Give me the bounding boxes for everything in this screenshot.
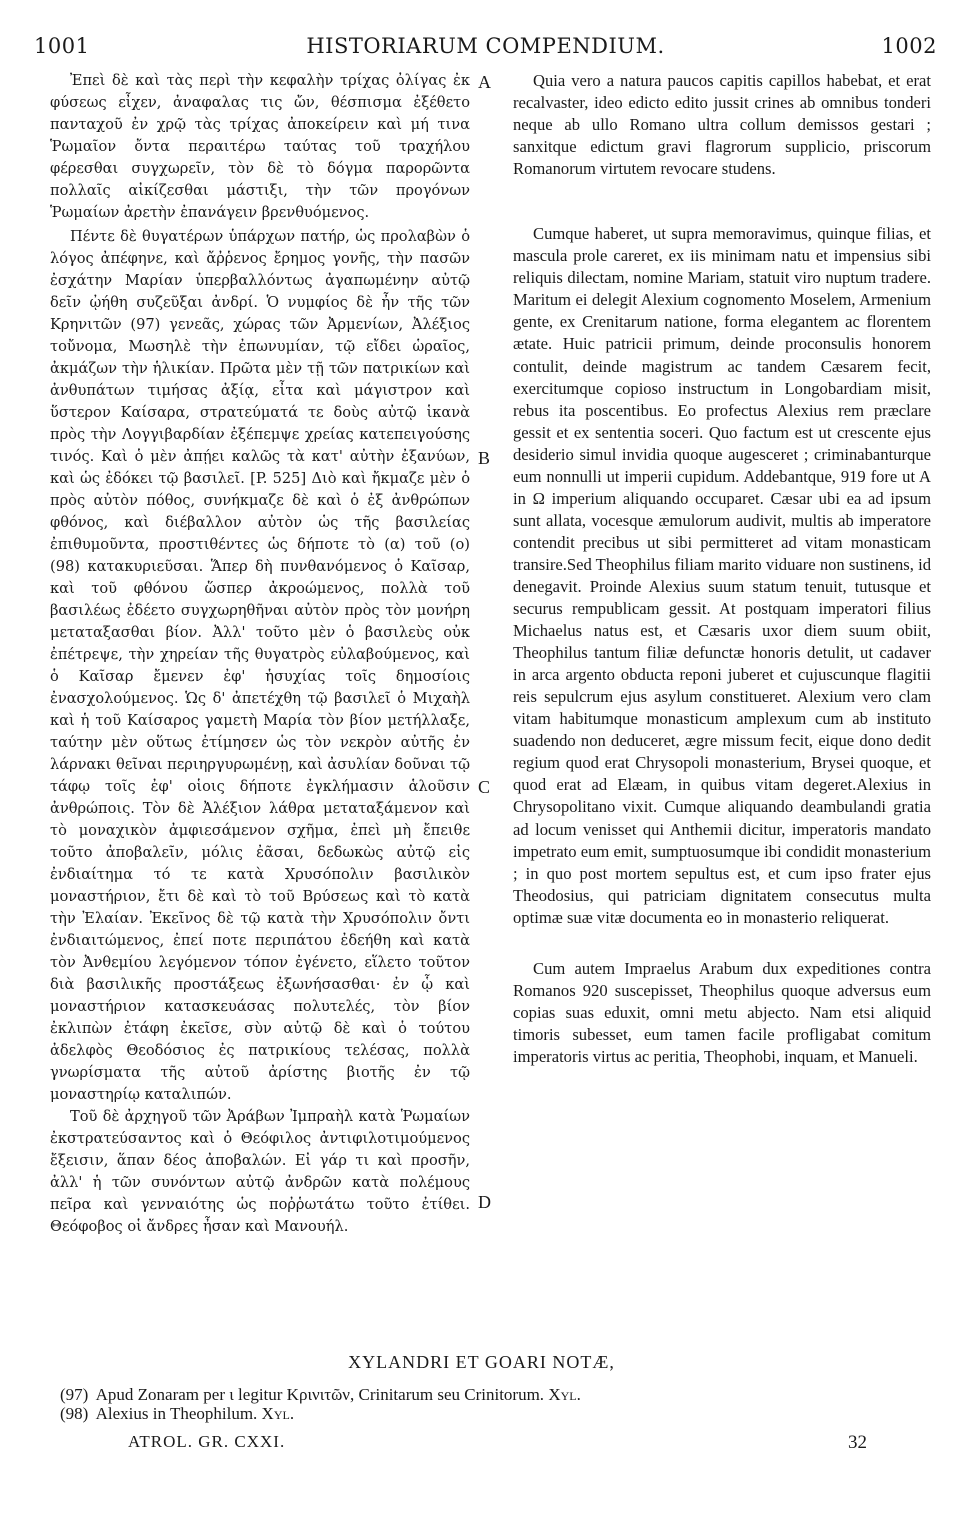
volume-signature: ATROL. GR. CXXI.	[128, 1432, 286, 1451]
margin-letter-a: A	[478, 72, 491, 92]
sheet-number: 32	[848, 1432, 867, 1453]
margin-letter-c: C	[478, 777, 491, 797]
notes-title: XYLANDRI ET GOARI NOTÆ,	[348, 1352, 615, 1372]
page-number-right: 1002	[881, 34, 937, 58]
latin-paragraph: Quia vero a natura paucos capitis capillos habebat, et erat recalvaster, ideo edicto edito jussit crines ab omnibus tonderi neque ab ullo Romano ultra collum demissos gestari ; sanxitque edictum gravi flagrorum supplicio, priscorum Romanorum virtutem revocare studens.	[513, 71, 931, 179]
note-signature: Xyl.	[261, 1404, 295, 1423]
running-title: HISTORIARUM COMPENDIUM.	[306, 34, 665, 58]
note-number: (98)	[60, 1404, 89, 1423]
note	[60, 1385, 920, 1404]
greek-column	[50, 70, 470, 1238]
latin-paragraph: Cumque haberet, ut supra memoravimus, quinque filias, et mascula prole careret, ex iis minimam natu et impensius sibi reliquis dilectam, nomine Mariam, statuit viro nuptum tradere. Maritum ei delegit Alexium cognomento Moselem, Armenium gente, ex Crenitarum natione, forma elegantem ac florentem ætate. Huic patricii primum, deinde proconsulis honorem contulit, deinde magistrum ac tandem Cæsarem fecit, exercitumque copioso instructum in Longobardiam misit, rebus ita poscentibus. Eo profectus Alexius rem præclare gessit et ex sententia soceri. Quo factum est ut crescente ejus desiderio simul invidia quoque augesceret ; criminabanturque eum nonnulli ut imperii cupidum. Addebantque, 919 fore ut A in Ω imperium aliquando occuparet. Cæsar ubi ea ad ipsum sunt allata, vocesque æmulorum audivit, multis ab imperatore contendit precibus ut sibi permitteret ad vitam monasticam transire.Sed Theophilus filiam marito viduare non sustinens, id denegavit. Proinde Alexius suum statum tenuit, tutusque et securus rempublicam gessit. At postquam imperatori filius Michaelus natus est, et Cæsaris uxor diem suum obiit, Theophilus tantum filiæ defunctæ honoris detulit, ut cadaver in arca argento obducta reponi juberet et cujuscunque flagitii reis sepulcrum ejus asylum constitueret. Alexium vero clam vitam habitumque monasticum amplexum cum ab instituto suadendo non deduceret, ægre missum fecit, eique dono dedit regium quod erat Chrysopoli monasterium, Brysei quoque, et quod erat ad Elæam, in quibus vitam degeret.Alexius in Chrysopolitano vixit. Cumque aliquando deambulandi gratia ad locum venisset qui Anthemii dicitur, imperatoris mandato impetrato eum emit, sumptuosumque ibi condidit monasterium ; in quo post mortem sepultus est, et cum ipso frater ejus Theodosius, qui patriciam dignitatem consecutus multa optimæ suæ vitæ documenta eo in monasterio reliquerat.	[513, 224, 932, 927]
footer	[128, 1432, 867, 1458]
running-head	[34, 34, 937, 68]
greek-paragraph: Πέντε δὲ θυγατέρων ὑπάρχων πατήρ, ὡς προλαβὼν ὁ λόγος ἀπέφηνε, καὶ ἄῤῥενος ἔρημος γονῆς, τὴν πασῶν ἐσχάτην Μαρίαν ὑπερβαλλόντως ἀγαπωμένην αὐτῷ δεῖν ᾠήθη συζεῦξαι ἀνδρί. Ὁ νυμφίος δὲ ἦν τῆς τῶν Κρηνιτῶν (97) γενεᾶς, χώρας τῶν Ἀρμενίων, Ἀλέξιος τοὔνομα, Μωσηλὲ τὴν ἐπωνυμίαν, τῷ εἴδει ὡραῖος, ἀκμάζων τὴν ἡλικίαν. Πρῶτα μὲν τῇ τῶν πατρικίων καὶ ἀνθυπάτων τιμήσας ἀξίᾳ, εἶτα καὶ μάγιστρον καὶ ὕστερον Καίσαρα, στρατεύματά τε δοὺς αὐτῷ ἱκανὰ πρὸς τὴν Λογγιβαρδίαν ἐξέπεμψε χρείας κατεπειγούσης τινός. Καὶ ὁ μὲν ἀπῄει καλῶς τὰ κατ' αὐτὴν ἐξανύων, καὶ ὡς ἐδόκει τῷ βασιλεῖ. [P. 525] Διὸ καὶ ἤκμαζε μὲν ὁ πρὸς αὐτὸν πόθος, συνήκμαζε δὲ καὶ ὁ ἐξ ἀνθρώπων φθόνος, καὶ διέβαλλον αὐτὸν ὡς τῆς βασιλείας ἐπιθυμοῦντα, προστιθέντες ὡς δήποτε τὸ (α) τοῦ (ο) (98) κατακυριεῦσαι. Ἅπερ δὴ πυνθανόμενος ὁ Καῖσαρ, καὶ τοῦ φθόνου ὥσπερ ἀκροώμενος, πολλὰ τοῦ βασιλέως ἐδέετο συγχωρηθῆναι αὐτὸν πρὸς τὸν μονήρη μεταταξασθαι βίον. Ἀλλ' τοῦτο μὲν ὁ βασιλεὺς οὐκ ἐπέτρεψε, τὴν χηρείαν τῆς θυγατρὸς εὐλαβούμενος, καὶ ὁ Καῖσαρ ἔμενεν ἐφ' ἡσυχίας τοῖς δημοσίοις ἐνασχολούμενος. Ὡς δ' ἀπετέχθη τῷ βασιλεῖ ὁ Μιχαὴλ καὶ ἡ τοῦ Καίσαρος γαμετὴ Μαρία τὸν βίον μετήλλαξε, ταύτην μὲν οὕτως ἐτίμησεν ὡς τὸν νεκρὸν αὐτῆς ἐν λάρνακι θεῖναι περιηργυρωμένῃ, καὶ ἀσυλίαν δοῦναι τῷ τάφῳ τοῖς ἐφ' οἱοις δήποτε ἐγκλήμασιν ἁλοῦσιν ἀνθρώποις. Τὸν δὲ Ἀλέξιον λάθρα μεταταξάμενον καὶ τὸ μοναχικὸν ἀμφιεσάμενον σχῆμα, ἐπεὶ μὴ ἔπειθε τοῦτο ἀποβαλεῖν, μόλις ἐᾶσαι, δεδωκὼς αὐτῷ εἰς ἐνδιαίτημα τό τε κατὰ Χρυσόπολιν βασιλικὸν μοναστήριον, ἔτι δὲ καὶ τὸ τοῦ Βρύσεως καὶ τὸ κατὰ τὴν Ἐλαίαν. Ἐκεῖνος δὲ τῷ κατὰ τὴν Χρυσόπολιν ὄντι ἐνδιαιτώμενος, ἐπεί ποτε περιπάτου ἐδεήθη καὶ κατὰ τὸν Ἀνθεμίου λεγόμενον τόπον ἐγένετο, εἵλετο τοῦτον διὰ βασιλικῆς προστάξεως ἐξωνήσασθαι· ἐν ᾧ καὶ μοναστήριον κατασκευάσας πολυτελές, τὸν βίον ἐκλιπὼν ἐτάφη ἐκεῖσε, σὺν αὐτῷ δὲ καὶ ὁ τούτου ἀδελφὸς Θεοδόσιος ἐς πατρικίους τελέσας, πολλὰ γνωρίσματα τῆς αὐτοῦ ἀρίστης βιοτῆς ἐν τῷ μοναστηρίῳ καταλιπών.	[50, 228, 470, 1103]
greek-paragraph: Ἐπεὶ δὲ καὶ τὰς περὶ τὴν κεφαλὴν τρίχας ὀλίγας ἐκ φύσεως εἶχεν, ἀναφαλας τις ὤν, θέσπισμα ἐξέθετο πανταχοῦ ἐν χρῷ τὰς τρίχας ἀποκείρειν καὶ μή τινα Ῥωμαῖον ὄντα περαιτέρω ταύτας τοῦ τραχήλου φέρεσθαι συγχωρεῖν, τὸν δὲ τὸ δόγμα παρορῶντα πολλαῖς αἰκίζεσθαι μάστιξι, τὴν τῶν προγόνων Ῥωμαίων ἀρετὴν ἐπανάγειν βρενθυόμενος.	[50, 72, 470, 221]
note-text: Alexius in Theophilum.	[95, 1404, 258, 1423]
note-text: Apud Zonaram per ι legitur Κρινιτῶν, Crinitarum seu Crinitorum.	[95, 1385, 545, 1404]
latin-column	[513, 70, 931, 1068]
note	[60, 1404, 920, 1423]
note-signature: Xyl.	[548, 1385, 581, 1404]
notes	[60, 1385, 920, 1423]
margin-letter-b: B	[478, 448, 491, 468]
latin-paragraph: Cum autem Impraelus Arabum dux expeditiones contra Romanos 920 suscepisset, Theophilus quoque adversus eum copias suas eduxit, omni metu abjecto. Nam etsi aliquid timoris subesset, eum tamen facile profligabat comitum imperatoris virtus ac peritia, Theophobi, inquam, et Manueli.	[513, 958, 931, 1066]
note-number: (97)	[60, 1385, 89, 1404]
page-number-left: 1001	[34, 34, 90, 58]
greek-paragraph: Τοῦ δὲ ἀρχηγοῦ τῶν Ἀράβων Ἰμπραὴλ κατὰ Ῥωμαίων ἐκστρατεύσαντος καὶ ὁ Θεόφιλος ἀντιφιλοτιμούμενος ἔξεισιν, ἅπαν δέος ἀποβαλών. Εἰ γάρ τι καὶ προσῆν, ἀλλ' ἡ τῶν συνόντων αὐτῷ ἀνδρῶν κατὰ πολέμους πεῖρα καὶ γενναιότης ὡς ποῤῥωτάτω τοῦτο ἐτίθει. Θεόφοβος οἱ ἄνδρες ἦσαν καὶ Μανουήλ.	[50, 1108, 470, 1235]
margin-letter-d: D	[478, 1192, 491, 1212]
